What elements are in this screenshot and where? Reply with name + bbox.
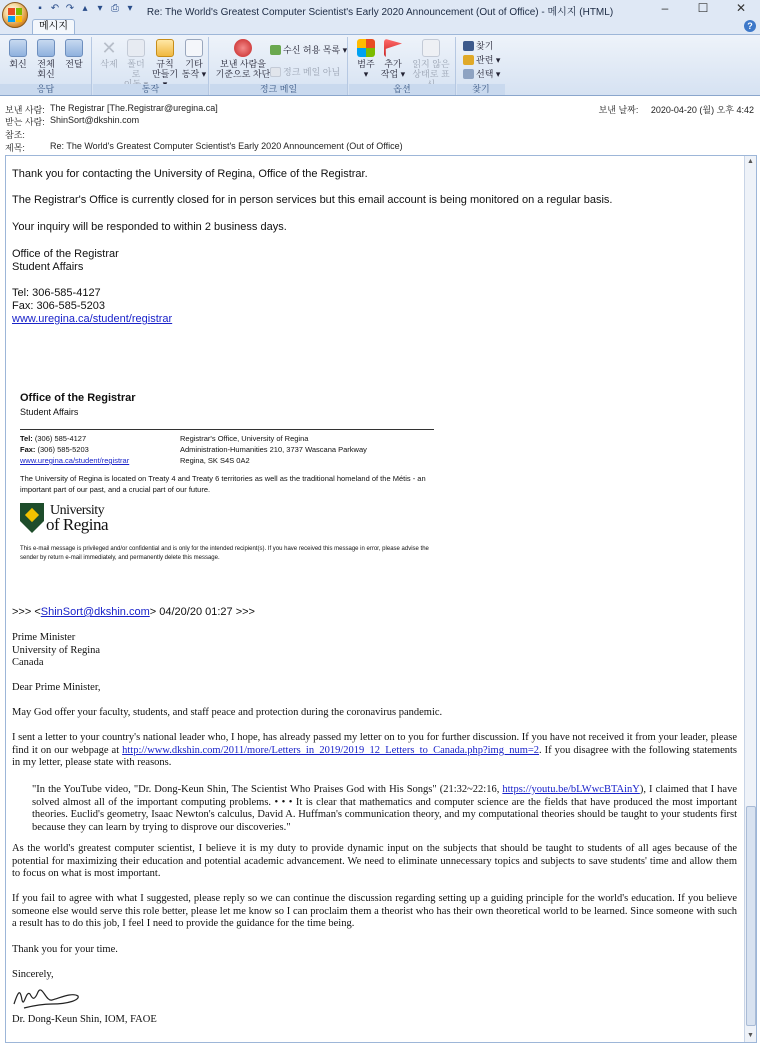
reply-all-icon — [37, 39, 55, 57]
select-button[interactable]: 선택 ▾ — [463, 69, 500, 79]
scroll-down-icon[interactable]: ▼ — [747, 1032, 754, 1039]
not-junk-icon — [270, 67, 281, 77]
signature-link[interactable]: www.uregina.ca/student/registrar — [20, 456, 130, 465]
sent-date — [599, 103, 754, 116]
mark-unread-button[interactable]: 읽지 않은 상태로 표 — [409, 39, 453, 89]
related-icon — [463, 55, 474, 65]
letter-paragraph-2: I sent a letter to your country's national leader who, I hope, has already passed my letter on to you for further discussion. If you have not received it from your leader, please find it on our webpage at http://www.dkshin.com/2011/more/Letters_in_2019/2019_12_Letters_to_Canada.php?img_num=2. If you disagree with the following statements in my letter, please state with reasons. — [12, 732, 737, 768]
group-label-junk: 정크 메일 — [210, 84, 347, 95]
salutation: Dear Prime Minister, — [12, 682, 101, 693]
message-header — [0, 97, 760, 154]
youtube-link[interactable]: https://youtu.be/bLWwcBTAinY — [502, 784, 640, 795]
from-label: 보낸 사람: — [5, 105, 45, 115]
title-bar — [0, 0, 760, 18]
from-row — [5, 103, 218, 115]
group-find — [457, 37, 505, 95]
delete-icon: ✕ — [101, 38, 117, 58]
letter-paragraph-3: As the world's greatest computer scientist, I believe it is my duty to provide dynamic input on the subjects that should be taught to students of all ages because of the potential for maximizing their education and potential academic advancement. We need to eliminate unnecessary topics and subjects to save students' time and allow them to focus on what is most important. — [12, 843, 737, 879]
office-logo-icon — [8, 8, 22, 22]
reply-org-1: Office of the Registrar — [12, 248, 119, 260]
subject-label: 제목: — [5, 143, 25, 153]
group-label-find: 찾기 — [457, 84, 505, 95]
related-button[interactable]: 관련 ▾ — [463, 55, 500, 65]
safe-list-icon — [270, 45, 281, 55]
letter-webpage-link[interactable]: http://www.dkshin.com/2011/more/Letters_in_2019/2019_12_Letters_to_Canada.php?img_num=2 — [122, 744, 540, 756]
print-icon[interactable]: ⎙ — [111, 3, 119, 14]
group-label-actions: 동작 — [93, 84, 208, 95]
to-label: 받는 사람: — [5, 117, 45, 127]
reply-paragraph-2: The Registrar's Office is currently closed for in person services but this email account is being monitored on a regular basis. — [12, 194, 613, 206]
cursor-icon — [463, 69, 474, 79]
group-label-options: 옵션 — [349, 84, 455, 95]
safe-list-button[interactable]: 수신 허용 목록 ▾ — [270, 45, 347, 55]
sender-name: Dr. Dong-Keun Shin, IOM, FAOE — [12, 1014, 157, 1025]
handwritten-signature — [12, 982, 82, 1012]
other-actions-icon — [185, 39, 203, 57]
closing: Sincerely, — [12, 969, 54, 980]
block-sender-button[interactable]: 보낸 사람을 기준으로 차단 — [214, 39, 272, 79]
group-actions — [93, 37, 209, 95]
help-icon[interactable]: ? — [744, 20, 756, 32]
forward-button[interactable]: 전달 — [62, 39, 86, 69]
up-arrow-icon[interactable]: ▴ — [82, 3, 88, 14]
categorize-icon — [357, 39, 375, 57]
letter-quote: "In the YouTube video, "Dr. Dong-Keun Shin, The Scientist Who Praises God with His Songs" (21:32~22:16, https://youtu.be/bLWwcBTAinY), I claimed that I have solved almost all of the important computing problems. • • • It is clear that mathematics and computer science are the fields that have produced the most important theories. Euclid's geometry, Isaac Newton's calculus, David A. Huffman's communication theory, and my computational theories should be taught to your students first because they can learn by trying to disprove our discoveries." — [32, 784, 737, 833]
subject-row — [5, 141, 403, 153]
move-to-folder-button[interactable]: 폴더로 — [123, 39, 149, 89]
close-button[interactable]: ✕ — [735, 1, 747, 15]
find-button[interactable]: 찾기 — [463, 41, 493, 51]
mark-unread-icon — [422, 39, 440, 57]
reply-icon — [9, 39, 27, 57]
other-actions-button[interactable]: 기타 동작 ▾ — [181, 39, 207, 79]
treaty-statement: The University of Regina is located on Treaty 4 and Treaty 6 territories as well as the traditional homeland of the Métis - an important part of our past, and a crucial part of our future. — [20, 474, 426, 494]
reply-link[interactable] — [12, 313, 172, 326]
down-arrow-icon[interactable]: ▾ — [97, 3, 103, 14]
not-junk-button[interactable]: 정크 메일 아님 — [270, 67, 340, 77]
reply-button[interactable]: 회신 — [6, 39, 30, 69]
rules-icon — [156, 39, 174, 57]
vertical-scrollbar[interactable] — [744, 156, 756, 1042]
group-label-respond: 응답 — [0, 84, 91, 95]
ribbon — [0, 34, 760, 96]
signature-address: Registrar's Office, University of Regina Administration-Humanities 210, 3737 Wascana Parkway Regina, SK S4S 0A2 — [180, 434, 367, 465]
reply-paragraph-1: Thank you for contacting the University of Regina, Office of the Registrar. — [12, 168, 368, 180]
reply-paragraph-3: Your inquiry will be responded to within 2 business days. — [12, 221, 287, 233]
cc-label: 참조: — [5, 130, 25, 140]
university-wordmark: University of Regina — [46, 503, 109, 534]
quoted-email-link[interactable]: ShinSort@dkshin.com — [40, 606, 150, 618]
block-sender-icon — [234, 39, 252, 57]
undo-icon[interactable]: ↶ — [50, 3, 60, 14]
folder-move-icon — [127, 39, 145, 57]
maximize-button[interactable]: ☐ — [697, 1, 709, 15]
signature-divider — [20, 429, 434, 430]
window-title: Re: The World's Greatest Computer Scientist's Early 2020 Announcement (Out of Office) - 메시지 (HTML) — [146, 7, 614, 18]
create-rule-button[interactable]: 규칙 만들기 — [151, 39, 179, 89]
quoted-header: >>> <ShinSort@dkshin.com> 04/20/20 01:27 >>> — [12, 606, 255, 618]
registrar-link[interactable]: www.uregina.ca/student/registrar — [12, 313, 173, 325]
group-options — [349, 37, 456, 95]
reply-fax: Fax: 306-585-5203 — [12, 300, 105, 312]
sent-label: 보낸 날짜: — [598, 105, 639, 115]
reply-org-2: Student Affairs — [12, 261, 84, 273]
letter-paragraph-4: If you fail to agree with what I suggested, please reply so we can continue the discussion regarding setting up a guiding principle for the world's education. If you believe someone else would serve this role better, please let me know so I can proclaim them a theorist who has their own theoretical world to be learned. Since someone with such a result has to do this job, I feel I need to provide the guidance for the time being. — [12, 893, 737, 929]
binoculars-icon — [463, 41, 474, 51]
cc-row — [5, 128, 50, 140]
signature-contact-left: Tel: (306) 585-4127 Fax: (306) 585-5203 www.uregina.ca/student/registrar — [20, 434, 130, 465]
thanks-line: Thank you for your time. — [12, 944, 118, 955]
scrollbar-thumb[interactable] — [746, 806, 756, 1026]
group-junk — [210, 37, 348, 95]
signature-subtitle: Student Affairs — [20, 407, 79, 417]
categorize-button[interactable]: 범주 ▾ — [354, 39, 378, 79]
confidentiality-disclaimer: This e-mail message is privileged and/or confidential and is only for the intended recipient(s). If you have received this message in error, please advise the sender by return e-mail immediately, and permanently delete this message. — [20, 546, 429, 561]
scroll-up-icon[interactable]: ▲ — [747, 158, 754, 165]
message-body[interactable] — [5, 155, 757, 1043]
to-value[interactable]: ShinSort@dkshin.com — [50, 115, 140, 125]
follow-up-button[interactable]: 추가 작업 ▾ — [380, 39, 406, 79]
signature-title: Office of the Registrar — [20, 392, 136, 404]
reply-tel: Tel: 306-585-4127 — [12, 287, 101, 299]
group-respond — [0, 37, 92, 95]
letter-paragraph-1: May God offer your faculty, students, and staff peace and protection during the coronavirus pandemic. — [12, 707, 443, 718]
university-logo — [20, 503, 440, 533]
delete-button[interactable]: ✕ 삭제 — [100, 38, 118, 69]
sent-value: 2020-04-20 (월) 오후 4:42 — [650, 105, 754, 115]
forward-icon — [65, 39, 83, 57]
office-button[interactable] — [2, 2, 28, 28]
reply-all-button[interactable]: 전체 회신 — [34, 39, 58, 79]
from-value[interactable]: The Registrar [The.Registrar@uregina.ca] — [50, 103, 218, 113]
to-row — [5, 115, 139, 127]
ribbon-tab-row — [0, 18, 760, 34]
redo-icon[interactable]: ↷ — [65, 3, 75, 14]
signature-contact — [20, 433, 440, 466]
flag-icon — [384, 39, 402, 57]
minimize-button[interactable]: – — [661, 1, 669, 15]
recipient-address: Prime Minister University of Regina Canada — [12, 632, 101, 668]
tab-message[interactable]: 메시지 — [32, 19, 75, 34]
save-icon[interactable]: ▪ — [38, 3, 42, 14]
university-shield-icon — [20, 503, 44, 533]
signature-block — [20, 392, 440, 563]
customize-icon[interactable]: ▾ — [127, 3, 133, 14]
subject-value: Re: The World's Greatest Computer Scientist's Early 2020 Announcement (Out of Office) — [50, 141, 403, 151]
